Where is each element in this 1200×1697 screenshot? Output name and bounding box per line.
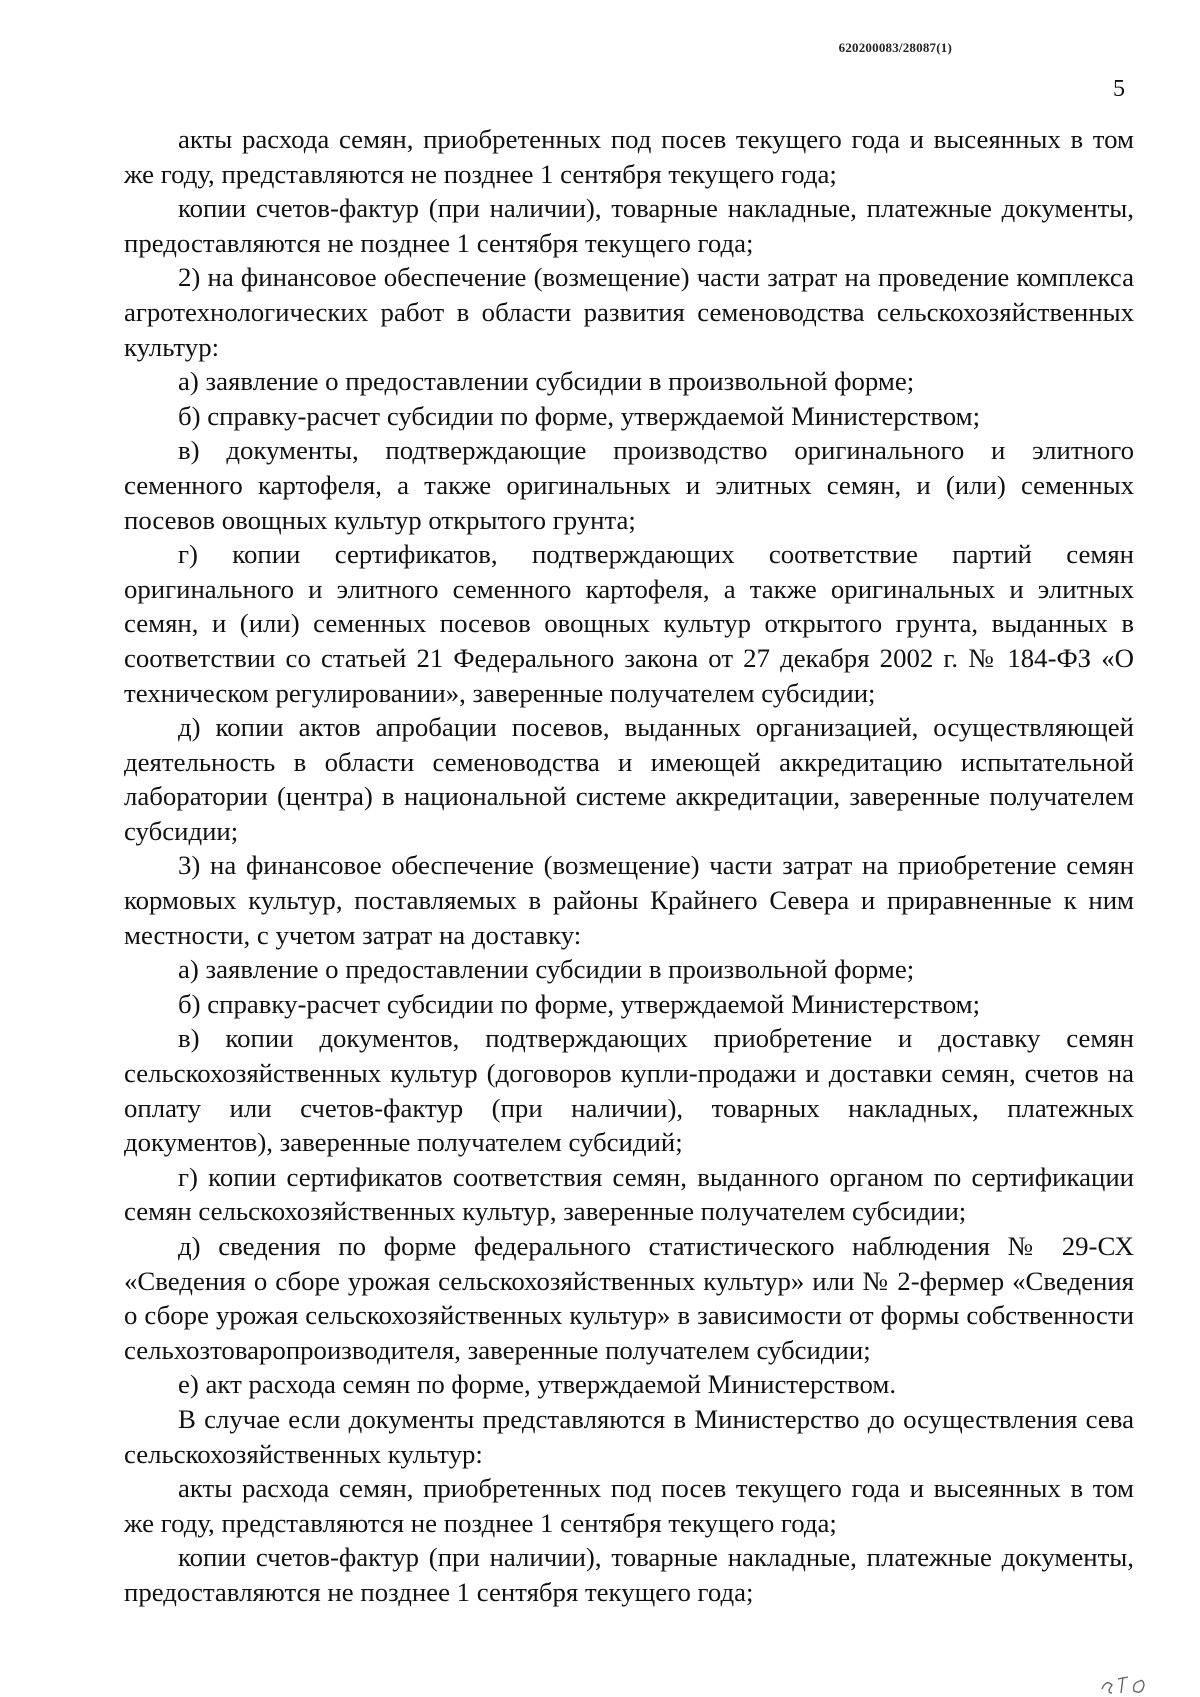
paragraph: 2) на финансовое обеспечение (возмещение) части затрат на проведение комплекса агротехнологических работ в области развития семеноводства сельскохозяйственных культур:: [124, 262, 1134, 362]
document-id: 620200083/28087(1): [838, 40, 952, 55]
paragraph: в) документы, подтверждающие производство оригинального и элитного семенного картофеля, а также оригинальных и элитных семян, и (или) семенных посевов овощных культур открытого грунта;: [124, 435, 1134, 535]
document-body: [124, 122, 1134, 1610]
paragraph: д) сведения по форме федерального статистического наблюдения № 29-СХ «Сведения о сборе урожая сельскохозяйственных культур» или № 2-фермер «Сведения о сборе урожая сельскохозяйственных культур» в зависимости от формы собственности сельхозтоваропроизводителя, заверенные получателем субсидии;: [124, 1231, 1134, 1365]
paragraph: г) копии сертификатов соответствия семян, выданного органом по сертификации семян сельскохозяйственных культур, заверенные получателем субсидии;: [124, 1161, 1134, 1227]
paragraph: акты расхода семян, приобретенных под посев текущего года и высеянных в том же году, представляются не позднее 1 сентября текущего года;: [124, 124, 1134, 189]
paragraph: б) справку-расчет субсидии по форме, утверждаемой Министерством;: [178, 988, 981, 1019]
page-number: 5: [1113, 76, 1125, 102]
paragraph: 3) на финансовое обеспечение (возмещение) части затрат на приобретение семян кормовых культур, поставляемых в районы Крайнего Севера и приравненные к ним местности, с учетом затрат на доставку:: [124, 850, 1134, 950]
paragraph: копии счетов-фактур (при наличии), товарные накладные, платежные документы, предоставляются не позднее 1 сентября текущего года;: [124, 1542, 1134, 1607]
paragraph: а) заявление о предоставлении субсидии в произвольной форме;: [178, 366, 915, 397]
paragraph: акты расхода семян, приобретенных под посев текущего года и высеянных в том же году, представляются не позднее 1 сентября текущего года;: [124, 1473, 1134, 1538]
paragraph: г) копии сертификатов, подтверждающих соответствие партий семян оригинального и элитного семенного картофеля, а также оригинальных и элитных семян, и (или) семенных посевов овощных культур открытого грунта, выданных в соответствии со статьей 21 Федерального закона от 27 декабря 2002 г. № 184-ФЗ «О техническом регулировании», заверенные получателем субсидии;: [124, 539, 1134, 708]
paragraph: а) заявление о предоставлении субсидии в произвольной форме;: [178, 954, 915, 985]
paragraph: в) копии документов, подтверждающих приобретение и доставку семян сельскохозяйственных культур (договоров купли-продажи и доставки семян, счетов на оплату или счетов-фактур (при наличии), товарных накладных, платежных документов), заверенные получателем субсидий;: [124, 1023, 1134, 1158]
paragraph: В случае если документы представляются в Министерство до осуществления сева сельскохозяйственных культур:: [124, 1403, 1134, 1469]
paragraph: е) акт расхода семян по форме, утверждаемой Министерством.: [178, 1369, 897, 1400]
paragraph: д) копии актов апробации посевов, выданных организацией, осуществляющей деятельность в области семеноводства и имеющей аккредитацию испытательной лаборатории (центра) в национальной системе аккредитации, заверенные получателем субсидии;: [124, 712, 1134, 846]
paragraph: б) справку-расчет субсидии по форме, утверждаемой Министерством;: [178, 400, 981, 431]
handwritten-mark: [1096, 1667, 1156, 1697]
paragraph: копии счетов-фактур (при наличии), товарные накладные, платежные документы, предоставляются не позднее 1 сентября текущего года;: [124, 193, 1134, 258]
